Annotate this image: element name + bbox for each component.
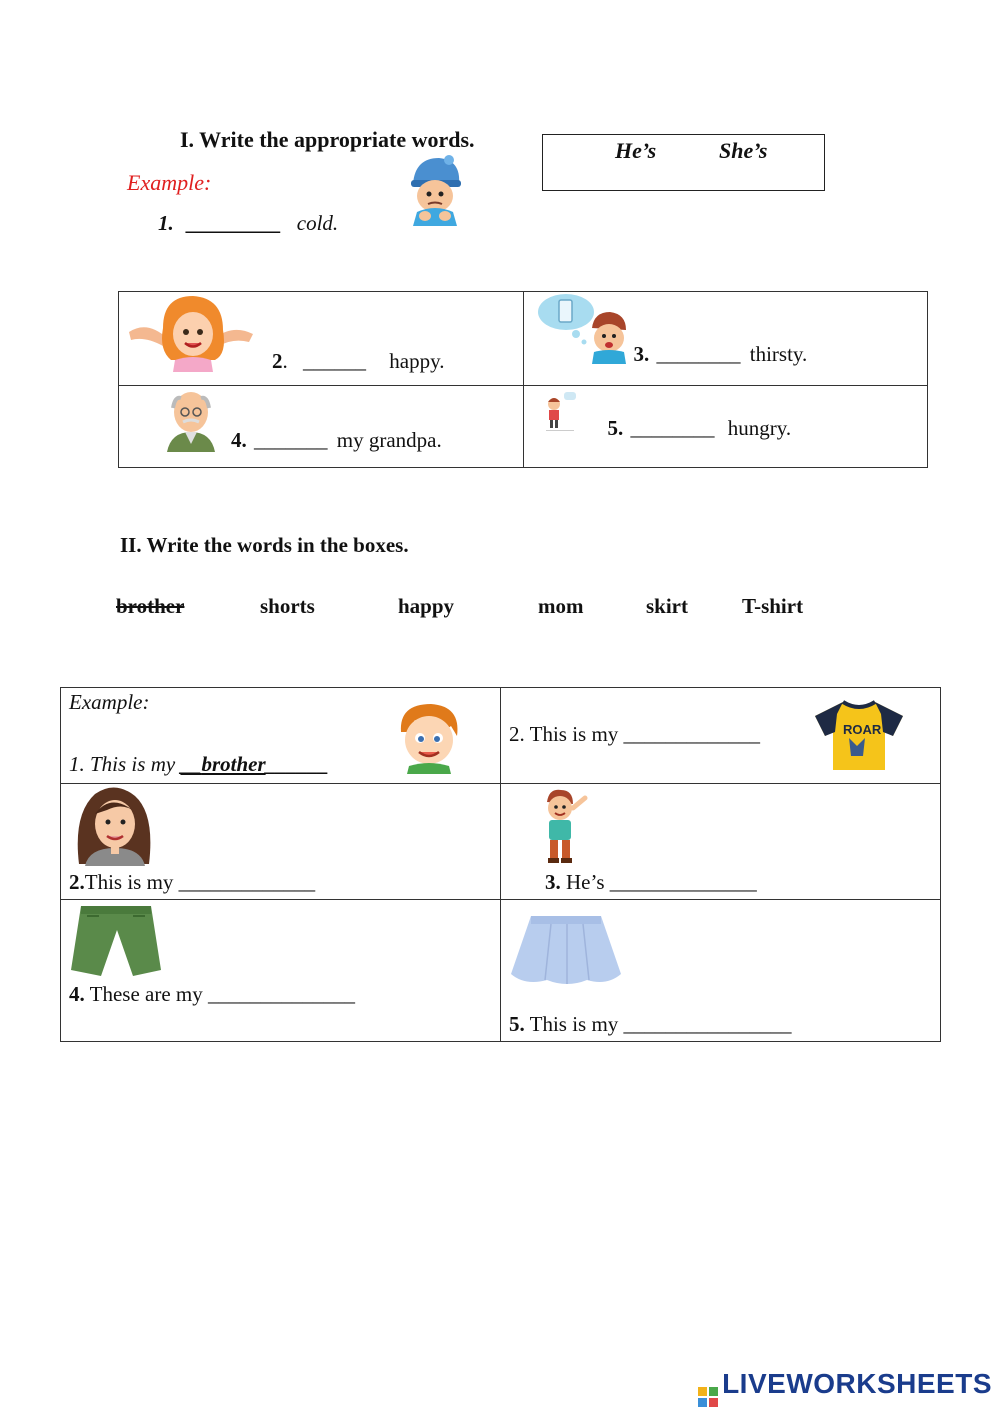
example-cell xyxy=(61,688,501,784)
tshirt-picture xyxy=(813,698,905,772)
answer-blank[interactable]: ______ xyxy=(303,349,366,373)
item-5-cell xyxy=(523,386,928,468)
mom-cell xyxy=(61,784,501,900)
answer-blank[interactable]: _________ xyxy=(187,211,282,235)
skirt-picture xyxy=(507,914,625,988)
word-box xyxy=(542,134,825,191)
answer-blank[interactable]: This is my _____________ xyxy=(84,870,316,894)
item-2-text: 2. ______ happy. xyxy=(272,349,445,373)
answer-blank[interactable]: This is my ________________ xyxy=(524,1012,792,1036)
happy-boy-cell xyxy=(501,784,941,900)
cold-boy-picture xyxy=(405,154,465,226)
brother-picture xyxy=(395,702,469,774)
liveworksheets-logo: LIVEWORKSHEETS xyxy=(698,1368,992,1407)
word-bank-tshirt: T-shirt xyxy=(742,594,804,618)
shorts-text: 4. These are my ______________ xyxy=(69,982,355,1006)
mom-text: 2.This is my _____________ xyxy=(69,870,316,894)
section2-table xyxy=(60,687,941,1042)
logo-mark-icon xyxy=(698,1387,718,1407)
skirt-cell xyxy=(501,900,941,1042)
item-3-cell xyxy=(523,292,928,386)
word-bank-mom: mom xyxy=(538,594,584,618)
item-5-text: 5. ________ hungry. xyxy=(607,416,792,440)
section1-title: I. Write the appropriate words. xyxy=(180,127,475,152)
happy-boy-picture xyxy=(535,788,591,864)
answer-blank[interactable]: He’s ______________ xyxy=(560,870,757,894)
word-hes: He’s xyxy=(615,138,657,163)
word-bank-brother: brother xyxy=(116,594,185,618)
answer-blank[interactable]: ________ xyxy=(630,416,715,440)
tshirt-print: ROAR xyxy=(843,722,882,737)
example-sentence: 1. This is my __brother______ xyxy=(69,752,329,776)
answer-blank[interactable]: ________ xyxy=(656,342,741,366)
shorts-cell xyxy=(61,900,501,1042)
hungry-kid-picture xyxy=(542,390,582,432)
happy-boy-text: 3. He’s ______________ xyxy=(545,870,757,894)
shorts-picture xyxy=(69,904,163,978)
happy-girl-picture xyxy=(127,294,255,372)
item-2-cell xyxy=(119,292,524,386)
skirt-text: 5. This is my ________________ xyxy=(509,1012,792,1036)
answer-blank[interactable]: These are my ______________ xyxy=(84,982,355,1006)
example-answer: brother xyxy=(201,752,266,776)
word-bank-shorts: shorts xyxy=(260,594,315,618)
tshirt-cell xyxy=(501,688,941,784)
tshirt-text: 2. This is my _____________ xyxy=(509,722,761,746)
example-label-2: Example: xyxy=(69,690,150,714)
section2-title: II. Write the words in the boxes. xyxy=(120,533,409,557)
example-label: Example: xyxy=(127,170,212,195)
word-shes: She’s xyxy=(719,138,768,163)
item-3-text: 3. ________ thirsty. xyxy=(633,342,808,366)
item-4-text: 4. _______ my grandpa. xyxy=(231,428,442,452)
section1-table xyxy=(118,291,928,468)
mom-picture xyxy=(71,784,155,866)
example-item: 1. _________ cold. xyxy=(158,211,339,235)
word-bank-happy: happy xyxy=(398,594,455,618)
thirsty-boy-picture xyxy=(534,292,634,364)
item-4-cell xyxy=(119,386,524,468)
answer-blank[interactable]: _______ xyxy=(254,428,328,452)
grandpa-picture xyxy=(163,388,219,452)
word-bank-skirt: skirt xyxy=(646,594,688,618)
